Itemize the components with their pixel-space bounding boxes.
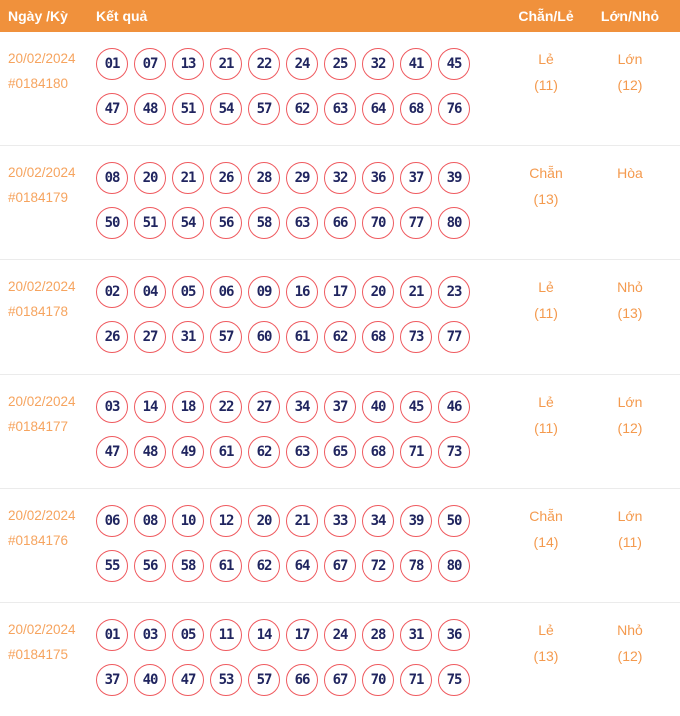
lottery-number-ball: 63: [286, 207, 318, 239]
lottery-number-ball: 20: [248, 505, 280, 537]
results-table-body: [0, 32, 680, 716]
lottery-number-ball: 08: [96, 162, 128, 194]
parity-value: Chẵn: [529, 507, 563, 524]
lottery-number-ball: 55: [96, 550, 128, 582]
lottery-number-ball: 64: [362, 93, 394, 125]
size-count: (12): [617, 77, 643, 93]
lottery-number-ball: 24: [324, 619, 356, 651]
size-summary-cell: [596, 274, 664, 373]
size-count: (12): [617, 419, 643, 436]
lottery-number-ball: 67: [324, 664, 356, 696]
numbers-line: [96, 664, 496, 696]
size-value: Nhỏ: [617, 279, 643, 296]
draw-result-row: [0, 603, 680, 716]
parity-summary-cell: [496, 160, 596, 259]
lottery-number-ball: 77: [438, 321, 470, 353]
lottery-number-ball: 57: [248, 664, 280, 696]
lottery-number-ball: 66: [286, 664, 318, 696]
lottery-number-ball: 18: [172, 391, 204, 423]
lottery-number-ball: 16: [286, 276, 318, 308]
lottery-number-ball: 41: [400, 48, 432, 80]
lottery-number-ball: 08: [134, 505, 166, 537]
lottery-number-ball: 20: [134, 162, 166, 194]
draw-info-cell: [8, 274, 96, 373]
lottery-number-ball: 62: [286, 93, 318, 125]
numbers-line: [96, 391, 496, 423]
parity-count: (11): [534, 77, 558, 93]
lottery-number-ball: 26: [96, 321, 128, 353]
draw-info-cell: [8, 46, 96, 145]
lottery-number-ball: 13: [172, 48, 204, 80]
winning-numbers-cell: [96, 505, 496, 602]
lottery-number-ball: 40: [362, 391, 394, 423]
parity-count: (13): [533, 647, 559, 664]
lottery-number-ball: 45: [438, 48, 470, 80]
lottery-number-ball: 65: [324, 436, 356, 468]
lottery-number-ball: 37: [96, 664, 128, 696]
parity-summary-cell: [496, 46, 596, 145]
lottery-number-ball: 36: [438, 619, 470, 651]
lottery-number-ball: 27: [248, 391, 280, 423]
lottery-number-ball: 03: [134, 619, 166, 651]
draw-id: #0184176: [8, 532, 69, 548]
parity-count: (11): [534, 419, 558, 436]
lottery-number-ball: 57: [248, 93, 280, 125]
size-value: Lớn: [617, 507, 643, 524]
lottery-number-ball: 61: [210, 436, 242, 468]
lottery-number-ball: 47: [96, 436, 128, 468]
numbers-line: [96, 207, 496, 239]
draw-id: #0184179: [8, 190, 69, 206]
lottery-number-ball: 78: [400, 550, 432, 582]
lottery-number-ball: 20: [362, 276, 394, 308]
lottery-number-ball: 37: [324, 391, 356, 423]
lottery-number-ball: 63: [324, 93, 356, 125]
lottery-number-ball: 28: [362, 619, 394, 651]
lottery-number-ball: 36: [362, 162, 394, 194]
lottery-number-ball: 80: [438, 207, 470, 239]
header-date-column: Ngày /Kỳ: [8, 8, 68, 24]
header-result-column: Kết quả: [96, 8, 148, 24]
numbers-line: [96, 505, 496, 537]
parity-value: Lẻ: [538, 279, 554, 296]
size-summary-cell: [596, 503, 664, 602]
numbers-line: [96, 48, 496, 80]
lottery-number-ball: 01: [96, 619, 128, 651]
lottery-number-ball: 02: [96, 276, 128, 308]
size-count: (12): [617, 647, 643, 664]
winning-numbers-cell: [96, 276, 496, 373]
lottery-number-ball: 05: [172, 619, 204, 651]
lottery-number-ball: 32: [362, 48, 394, 80]
draw-result-row: [0, 32, 680, 146]
numbers-line: [96, 436, 496, 468]
lottery-number-ball: 31: [400, 619, 432, 651]
lottery-number-ball: 58: [172, 550, 204, 582]
lottery-number-ball: 57: [210, 321, 242, 353]
lottery-number-ball: 10: [172, 505, 204, 537]
lottery-number-ball: 56: [134, 550, 166, 582]
numbers-line: [96, 550, 496, 582]
winning-numbers-cell: [96, 48, 496, 145]
parity-count: (14): [533, 533, 559, 550]
lottery-number-ball: 77: [400, 207, 432, 239]
lottery-number-ball: 22: [210, 391, 242, 423]
lottery-number-ball: 45: [400, 391, 432, 423]
lottery-number-ball: 32: [324, 162, 356, 194]
parity-value: Lẻ: [538, 393, 554, 410]
draw-date: 20/02/2024: [8, 507, 76, 523]
lottery-number-ball: 34: [362, 505, 394, 537]
lottery-number-ball: 29: [286, 162, 318, 194]
lottery-number-ball: 61: [286, 321, 318, 353]
lottery-number-ball: 24: [286, 48, 318, 80]
draw-info-cell: [8, 160, 96, 259]
lottery-number-ball: 70: [362, 207, 394, 239]
lottery-number-ball: 71: [400, 664, 432, 696]
lottery-number-ball: 61: [210, 550, 242, 582]
draw-id: #0184178: [8, 304, 69, 320]
lottery-number-ball: 28: [248, 162, 280, 194]
lottery-number-ball: 67: [324, 550, 356, 582]
winning-numbers-cell: [96, 162, 496, 259]
lottery-number-ball: 47: [172, 664, 204, 696]
lottery-number-ball: 62: [324, 321, 356, 353]
size-value: Lớn: [617, 51, 643, 67]
draw-date: 20/02/2024: [8, 393, 76, 409]
parity-count: (11): [534, 305, 558, 322]
draw-info-cell: [8, 389, 96, 488]
lottery-number-ball: 48: [134, 93, 166, 125]
draw-result-row: [0, 260, 680, 374]
draw-id: #0184175: [8, 646, 69, 662]
parity-summary-cell: [496, 389, 596, 488]
parity-summary-cell: [496, 617, 596, 716]
lottery-number-ball: 17: [286, 619, 318, 651]
lottery-number-ball: 37: [400, 162, 432, 194]
size-count: (13): [617, 305, 643, 322]
header-size-column: Lớn/Nhỏ: [600, 8, 660, 24]
numbers-line: [96, 162, 496, 194]
parity-value: Lẻ: [538, 621, 554, 638]
lottery-number-ball: 54: [172, 207, 204, 239]
size-count: (11): [618, 533, 642, 550]
lottery-number-ball: 09: [248, 276, 280, 308]
table-header-row: [0, 0, 680, 32]
lottery-number-ball: 80: [438, 550, 470, 582]
lottery-number-ball: 70: [362, 664, 394, 696]
parity-value: Lẻ: [538, 51, 554, 67]
lottery-number-ball: 46: [438, 391, 470, 423]
draw-date: 20/02/2024: [8, 51, 76, 66]
lottery-number-ball: 12: [210, 505, 242, 537]
numbers-line: [96, 276, 496, 308]
draw-id: #0184177: [8, 418, 69, 434]
lottery-number-ball: 21: [172, 162, 204, 194]
lottery-number-ball: 72: [362, 550, 394, 582]
lottery-number-ball: 39: [438, 162, 470, 194]
winning-numbers-cell: [96, 619, 496, 716]
draw-id: #0184180: [8, 76, 69, 91]
lottery-number-ball: 14: [248, 619, 280, 651]
parity-summary-cell: [496, 503, 596, 602]
lottery-number-ball: 07: [134, 48, 166, 80]
size-value: Lớn: [617, 393, 643, 410]
parity-value: Chẵn: [529, 165, 563, 182]
draw-result-row: [0, 146, 680, 260]
header-parity-column: Chẵn/Lẻ: [518, 8, 574, 24]
size-summary-cell: [596, 617, 664, 716]
lottery-number-ball: 31: [172, 321, 204, 353]
lottery-number-ball: 63: [286, 436, 318, 468]
lottery-number-ball: 71: [400, 436, 432, 468]
draw-date: 20/02/2024: [8, 279, 76, 295]
lottery-number-ball: 62: [248, 550, 280, 582]
numbers-line: [96, 321, 496, 353]
lottery-number-ball: 54: [210, 93, 242, 125]
lottery-number-ball: 51: [172, 93, 204, 125]
lottery-number-ball: 40: [134, 664, 166, 696]
lottery-number-ball: 39: [400, 505, 432, 537]
lottery-number-ball: 64: [286, 550, 318, 582]
lottery-number-ball: 50: [438, 505, 470, 537]
lottery-number-ball: 68: [400, 93, 432, 125]
lottery-number-ball: 66: [324, 207, 356, 239]
lottery-number-ball: 25: [324, 48, 356, 80]
lottery-number-ball: 06: [210, 276, 242, 308]
lottery-number-ball: 47: [96, 93, 128, 125]
lottery-number-ball: 50: [96, 207, 128, 239]
size-value: Nhỏ: [617, 621, 643, 638]
lottery-number-ball: 05: [172, 276, 204, 308]
lottery-number-ball: 48: [134, 436, 166, 468]
lottery-number-ball: 11: [210, 619, 242, 651]
lottery-number-ball: 34: [286, 391, 318, 423]
lottery-number-ball: 56: [210, 207, 242, 239]
lottery-number-ball: 73: [438, 436, 470, 468]
lottery-number-ball: 53: [210, 664, 242, 696]
numbers-line: [96, 93, 496, 125]
draw-date: 20/02/2024: [8, 621, 76, 637]
lottery-number-ball: 17: [324, 276, 356, 308]
draw-info-cell: [8, 617, 96, 716]
lottery-number-ball: 51: [134, 207, 166, 239]
lottery-number-ball: 76: [438, 93, 470, 125]
lottery-number-ball: 23: [438, 276, 470, 308]
lottery-number-ball: 58: [248, 207, 280, 239]
lottery-number-ball: 27: [134, 321, 166, 353]
lottery-number-ball: 49: [172, 436, 204, 468]
parity-count: (13): [533, 191, 559, 208]
size-summary-cell: [596, 160, 664, 259]
lottery-number-ball: 21: [210, 48, 242, 80]
lottery-number-ball: 62: [248, 436, 280, 468]
size-summary-cell: [596, 389, 664, 488]
lottery-number-ball: 04: [134, 276, 166, 308]
lottery-number-ball: 75: [438, 664, 470, 696]
lottery-number-ball: 26: [210, 162, 242, 194]
winning-numbers-cell: [96, 391, 496, 488]
lottery-number-ball: 06: [96, 505, 128, 537]
draw-result-row: [0, 489, 680, 603]
draw-result-row: [0, 375, 680, 489]
lottery-number-ball: 14: [134, 391, 166, 423]
draw-date: 20/02/2024: [8, 165, 76, 181]
lottery-number-ball: 21: [400, 276, 432, 308]
lottery-number-ball: 03: [96, 391, 128, 423]
size-summary-cell: [596, 46, 664, 145]
lottery-number-ball: 68: [362, 436, 394, 468]
lottery-number-ball: 73: [400, 321, 432, 353]
size-value: Hòa: [617, 165, 643, 182]
numbers-line: [96, 619, 496, 651]
lottery-number-ball: 21: [286, 505, 318, 537]
lottery-number-ball: 33: [324, 505, 356, 537]
lottery-number-ball: 22: [248, 48, 280, 80]
lottery-number-ball: 68: [362, 321, 394, 353]
parity-summary-cell: [496, 274, 596, 373]
draw-info-cell: [8, 503, 96, 602]
lottery-number-ball: 60: [248, 321, 280, 353]
lottery-number-ball: 01: [96, 48, 128, 80]
